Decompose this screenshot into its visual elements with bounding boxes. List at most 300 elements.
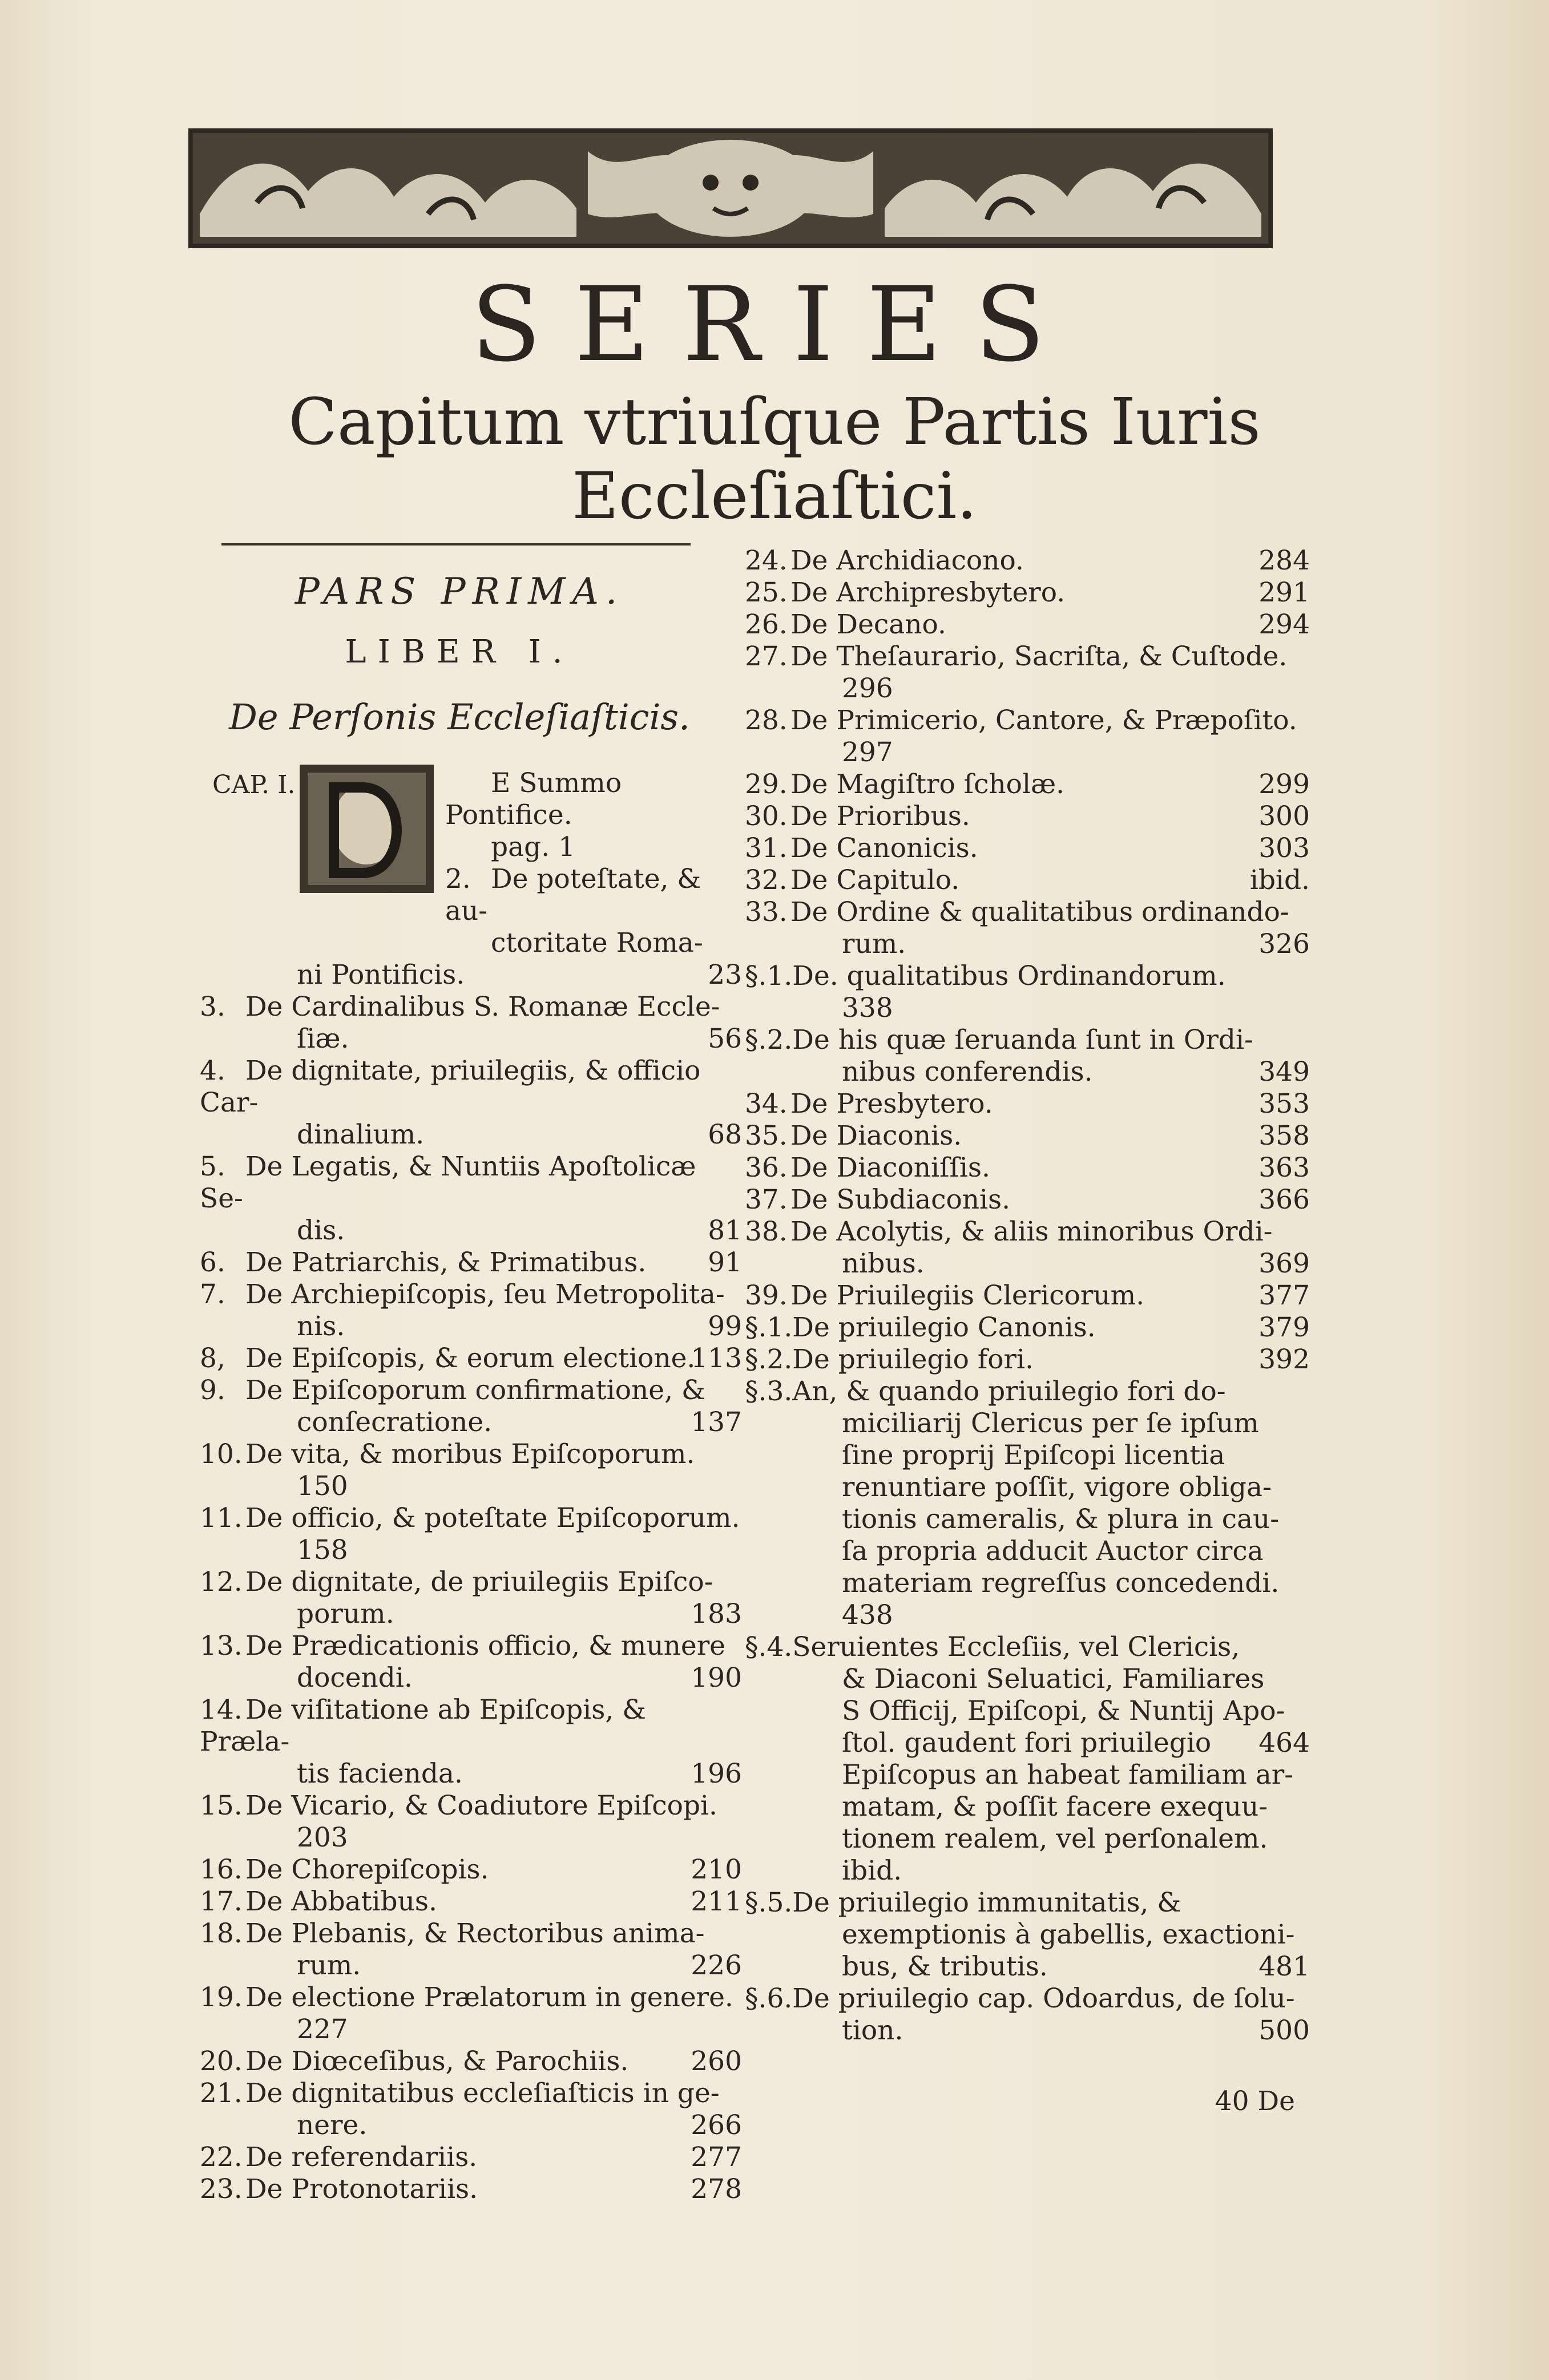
toc-entry-page: 363 bbox=[1258, 1152, 1310, 1183]
toc-entry bbox=[200, 1790, 742, 1822]
toc-entry-text bbox=[200, 1950, 742, 1982]
toc-entry-number: 18. bbox=[200, 1918, 243, 1949]
toc-entry bbox=[745, 1567, 1310, 1599]
toc-entry-title: Seruientes Eccleſiis, vel Clericis, bbox=[792, 1631, 1240, 1663]
toc-entry-page: 358 bbox=[1258, 1120, 1310, 1151]
toc-entry bbox=[745, 1919, 1310, 1951]
left-column bbox=[200, 767, 742, 2205]
toc-entry-title: E Summo Pontifice. bbox=[445, 767, 622, 831]
toc-entry-page: 56 bbox=[708, 1023, 742, 1054]
toc-entry-title: 438 bbox=[842, 1599, 893, 1631]
toc-entry-page: 294 bbox=[1258, 609, 1310, 640]
toc-entry bbox=[745, 1504, 1310, 1536]
toc-entry-title: De Diaconiſſis. bbox=[790, 1152, 990, 1183]
toc-entry-title: docendi. bbox=[297, 1662, 413, 1694]
right-column bbox=[745, 545, 1310, 2047]
toc-entry bbox=[200, 1630, 742, 1662]
toc-entry-title: De Cardinalibus S. Romanæ Eccle- bbox=[245, 991, 720, 1023]
toc-entry bbox=[745, 1408, 1310, 1440]
toc-entry-text bbox=[200, 2110, 742, 2141]
toc-entry-page: 99 bbox=[708, 1311, 742, 1342]
toc-entry-text bbox=[200, 1534, 742, 1566]
toc-entry bbox=[745, 609, 1310, 641]
toc-entry bbox=[745, 1695, 1310, 1727]
toc-entry-text bbox=[745, 928, 1310, 960]
pars-heading: PARS PRIMA. bbox=[295, 571, 624, 613]
toc-entry-text bbox=[745, 1631, 1310, 1663]
toc-entry-text bbox=[745, 2015, 1310, 2047]
toc-entry bbox=[745, 960, 1310, 992]
toc-entry-text bbox=[745, 992, 1310, 1024]
toc-entry bbox=[200, 2014, 742, 2046]
toc-entry bbox=[200, 1151, 742, 1215]
toc-entry-text bbox=[745, 896, 1310, 928]
toc-entry-text bbox=[200, 1822, 742, 1854]
toc-entry-number: 37. bbox=[745, 1184, 788, 1215]
toc-entry-text bbox=[745, 1663, 1310, 1695]
toc-entry-page: 353 bbox=[1258, 1088, 1310, 1120]
toc-entry-title: bus, & tributis. bbox=[842, 1951, 1048, 1982]
toc-entry-title: Epiſcopus an habeat familiam ar- bbox=[842, 1759, 1294, 1791]
toc-entry bbox=[745, 1759, 1310, 1791]
toc-entry bbox=[200, 1662, 742, 1694]
toc-entry-number: 12. bbox=[200, 1566, 243, 1598]
toc-entry bbox=[200, 1982, 742, 2014]
toc-entry-page: 284 bbox=[1258, 545, 1310, 576]
toc-entry-title: 150 bbox=[297, 1470, 348, 1502]
toc-entry-page: 291 bbox=[1258, 577, 1310, 608]
toc-entry-text bbox=[745, 1216, 1310, 1248]
toc-entry-text bbox=[745, 1695, 1310, 1727]
toc-entry bbox=[200, 1886, 742, 1918]
toc-entry-title: 203 bbox=[297, 1822, 348, 1853]
toc-entry-text bbox=[745, 1919, 1310, 1951]
toc-entry-text bbox=[745, 1504, 1310, 1536]
toc-entry-text bbox=[745, 1184, 1310, 1216]
toc-entry-title: 158 bbox=[297, 1534, 348, 1566]
toc-entry-number: §.2. bbox=[745, 1344, 793, 1375]
toc-entry-text bbox=[745, 1056, 1310, 1088]
toc-entry bbox=[745, 833, 1310, 864]
toc-entry bbox=[745, 896, 1310, 928]
toc-entry bbox=[200, 1279, 742, 1311]
toc-entry-number: 28. bbox=[745, 705, 788, 736]
toc-entry-number: 5. bbox=[200, 1151, 225, 1182]
toc-entry-number: 17. bbox=[200, 1886, 243, 1917]
toc-entry-page: 190 bbox=[691, 1662, 742, 1694]
toc-entry-text bbox=[200, 991, 742, 1023]
toc-entry bbox=[200, 1311, 742, 1343]
toc-entry-page: 68 bbox=[708, 1119, 742, 1150]
toc-entry-title: nere. bbox=[297, 2110, 368, 2141]
toc-entry bbox=[200, 1598, 742, 1630]
toc-entry-title: S Officij, Epiſcopi, & Nuntij Apo- bbox=[842, 1695, 1285, 1727]
toc-entry-title: De referendariis. bbox=[245, 2141, 478, 2173]
toc-entry bbox=[745, 1152, 1310, 1184]
toc-entry-title: dis. bbox=[297, 1215, 345, 1246]
toc-entry-page: 196 bbox=[691, 1758, 742, 1789]
toc-entry-text bbox=[745, 1088, 1310, 1120]
toc-entry bbox=[200, 2110, 742, 2141]
toc-entry-text bbox=[745, 1408, 1310, 1440]
subtitle-line-1: Capitum vtriuſque Partis Iuris bbox=[288, 385, 1261, 459]
toc-entry bbox=[745, 1312, 1310, 1344]
toc-entry-title: De priuilegio cap. Odoardus, de ſolu- bbox=[792, 1983, 1295, 2014]
toc-entry-title: De Subdiaconis. bbox=[790, 1184, 1011, 1215]
toc-entry-title: De. qualitatibus Ordinandorum. bbox=[792, 960, 1226, 992]
toc-entry bbox=[745, 1184, 1310, 1216]
toc-entry bbox=[745, 1248, 1310, 1280]
toc-entry-page: 300 bbox=[1258, 801, 1310, 832]
toc-entry bbox=[200, 1438, 742, 1470]
toc-entry-title: & Diaconi Seluatici, Familiares bbox=[842, 1663, 1265, 1695]
toc-entry-page: 113 bbox=[691, 1343, 742, 1374]
subtitle bbox=[0, 385, 1549, 534]
toc-entry-title: De Abbatibus. bbox=[245, 1886, 437, 1917]
toc-entry-title: De Prioribus. bbox=[790, 801, 970, 832]
toc-entry-text bbox=[200, 1311, 742, 1343]
toc-entry-title: De Theſaurario, Sacriſta, & Cuſtode. bbox=[790, 641, 1288, 672]
toc-entry-title: ſtol. gaudent fori priuilegio bbox=[842, 1727, 1212, 1759]
toc-entry-text bbox=[445, 767, 742, 831]
toc-entry-number: 31. bbox=[745, 833, 788, 864]
toc-entry-title: tion. bbox=[842, 2015, 903, 2046]
toc-entry-text bbox=[745, 1983, 1310, 2015]
toc-entry bbox=[200, 1534, 742, 1566]
toc-entry-text bbox=[745, 1791, 1310, 1823]
toc-entry-page: 81 bbox=[708, 1215, 742, 1246]
toc-entry-number: 35. bbox=[745, 1120, 788, 1151]
toc-entry-title: De Canonicis. bbox=[790, 833, 978, 864]
toc-entry-page: 500 bbox=[1258, 2015, 1310, 2046]
toc-entry-number: 34. bbox=[745, 1088, 788, 1120]
toc-entry-text bbox=[200, 1918, 742, 1950]
toc-entry bbox=[200, 2141, 742, 2173]
toc-entry-title: De Priuilegiis Clericorum. bbox=[790, 1280, 1145, 1311]
toc-entry-title: De Presbytero. bbox=[790, 1088, 993, 1120]
toc-entry-title: De Magiſtro ſcholæ. bbox=[790, 769, 1065, 800]
toc-entry-number: 6. bbox=[200, 1247, 225, 1278]
toc-entry bbox=[745, 1951, 1310, 1983]
toc-entry-text bbox=[745, 1344, 1310, 1376]
toc-entry-title: De Archipresbytero. bbox=[790, 577, 1066, 608]
toc-entry-text bbox=[200, 1886, 742, 1918]
toc-entry-page: 278 bbox=[691, 2173, 742, 2205]
toc-entry bbox=[745, 1631, 1310, 1663]
toc-entry bbox=[200, 1407, 742, 1438]
toc-entry bbox=[745, 1599, 1310, 1631]
toc-entry bbox=[745, 1727, 1310, 1759]
toc-entry-page: 277 bbox=[691, 2141, 742, 2173]
toc-entry-text bbox=[745, 705, 1310, 737]
toc-entry-page: 464 bbox=[1258, 1727, 1310, 1759]
toc-entry-title: materiam regreſſus concedendi. bbox=[842, 1567, 1280, 1599]
toc-entry-title: De Prædicationis officio, & munere bbox=[245, 1630, 725, 1662]
toc-entry-number: 13. bbox=[200, 1630, 243, 1662]
toc-entry-text bbox=[200, 1790, 742, 1822]
toc-entry bbox=[745, 673, 1310, 705]
toc-entry-text bbox=[745, 1727, 1310, 1759]
toc-entry-title: nibus conferendis. bbox=[842, 1056, 1093, 1088]
toc-entry bbox=[745, 1823, 1310, 1855]
toc-entry-text bbox=[745, 545, 1310, 577]
divider-rule bbox=[221, 543, 691, 545]
toc-entry-number: 9. bbox=[200, 1375, 225, 1406]
toc-entry-text bbox=[200, 1375, 742, 1407]
toc-entry-text bbox=[745, 801, 1310, 833]
toc-entry-text bbox=[745, 1472, 1310, 1504]
toc-entry-number: 27. bbox=[745, 641, 788, 672]
toc-entry-title: rum. bbox=[297, 1950, 361, 1981]
toc-entry-text bbox=[745, 1376, 1310, 1408]
toc-entry bbox=[745, 641, 1310, 673]
toc-entry bbox=[200, 2046, 742, 2078]
toc-entry-title: De electione Prælatorum in genere. bbox=[245, 1982, 733, 2013]
toc-entry-number: 26. bbox=[745, 609, 788, 640]
toc-entry-text bbox=[200, 1566, 742, 1598]
toc-entry-text bbox=[200, 1694, 742, 1758]
toc-entry-number: §.3. bbox=[745, 1376, 793, 1407]
toc-entry-number: 23. bbox=[200, 2173, 243, 2205]
toc-entry-title: ibid. bbox=[842, 1855, 902, 1886]
toc-entry-title: An, & quando priuilegio fori do- bbox=[792, 1376, 1226, 1407]
liber-heading: LIBER I. bbox=[345, 633, 574, 670]
toc-entry-title: tionis cameralis, & plura in cau- bbox=[842, 1504, 1280, 1535]
toc-entry-number: 32. bbox=[745, 864, 788, 896]
toc-entry-text bbox=[200, 1438, 742, 1470]
toc-entry bbox=[745, 1088, 1310, 1120]
toc-entry bbox=[200, 1566, 742, 1598]
toc-entry-page: 303 bbox=[1258, 833, 1310, 864]
toc-entry-text bbox=[200, 1247, 742, 1279]
toc-entry-text bbox=[200, 2141, 742, 2173]
toc-entry-number: 7. bbox=[200, 1279, 225, 1310]
toc-entry-title: tis facienda. bbox=[297, 1758, 463, 1789]
toc-entry-page: 137 bbox=[691, 1407, 742, 1438]
toc-entry bbox=[745, 1376, 1310, 1408]
toc-entry-title: ctoritate Roma- bbox=[491, 927, 703, 959]
toc-entry-title: De vita, & moribus Epiſcoporum. bbox=[245, 1438, 695, 1470]
toc-entry-title: miciliarij Clericus per ſe ipſum bbox=[842, 1408, 1259, 1439]
toc-entry bbox=[200, 1918, 742, 1950]
toc-entry-title: renuntiare poſſit, vigore obliga- bbox=[842, 1472, 1272, 1503]
toc-entry-title: nis. bbox=[297, 1311, 345, 1342]
toc-entry bbox=[745, 1887, 1310, 1919]
toc-entry-text bbox=[200, 1470, 742, 1502]
toc-entry bbox=[745, 545, 1310, 577]
toc-entry-text bbox=[745, 1120, 1310, 1152]
toc-entry-number: §.4. bbox=[745, 1631, 793, 1663]
toc-entry-text bbox=[445, 927, 742, 959]
toc-entry-title: tionem realem, vel perſonalem. bbox=[842, 1823, 1268, 1854]
toc-entry-number: 30. bbox=[745, 801, 788, 832]
toc-entry-title: De Epiſcoporum confirmatione, & bbox=[245, 1375, 705, 1406]
headpiece-ornament bbox=[188, 128, 1273, 248]
toc-entry-title: De Archiepiſcopis, ſeu Metropolita- bbox=[245, 1279, 725, 1310]
toc-entry-text bbox=[200, 1662, 742, 1694]
toc-entry bbox=[745, 1024, 1310, 1056]
toc-entry-number: 21. bbox=[200, 2078, 243, 2109]
toc-entry-text bbox=[200, 1854, 742, 1886]
toc-entry bbox=[745, 1280, 1310, 1312]
toc-entry-text bbox=[745, 1823, 1310, 1855]
toc-entry-title: De Ordine & qualitatibus ordinando- bbox=[790, 896, 1289, 928]
toc-entry-title: De poteſtate, & au- bbox=[445, 863, 701, 927]
toc-entry-page: 369 bbox=[1258, 1248, 1310, 1279]
toc-entry bbox=[200, 1119, 742, 1151]
toc-entry-page: 226 bbox=[691, 1950, 742, 1981]
subtitle-line-2: Eccleſiaſtici. bbox=[572, 459, 977, 534]
toc-entry-title: De Legatis, & Nuntiis Apoſtolicæ Se- bbox=[200, 1151, 696, 1214]
toc-entry-title: De Diœceſibus, & Parochiis. bbox=[245, 2046, 629, 2077]
toc-entry-number: §.2. bbox=[745, 1024, 793, 1056]
toc-entry-page: 23 bbox=[708, 959, 742, 991]
toc-entry-text bbox=[200, 1055, 742, 1119]
toc-entry-number: 11. bbox=[200, 1502, 243, 1534]
toc-entry bbox=[200, 927, 742, 959]
toc-entry bbox=[745, 705, 1310, 737]
toc-entry-title: De Acolytis, & aliis minoribus Ordi- bbox=[790, 1216, 1273, 1247]
toc-entry-page: 266 bbox=[691, 2110, 742, 2141]
toc-entry-page: 326 bbox=[1258, 928, 1310, 960]
toc-entry bbox=[745, 1663, 1310, 1695]
toc-entry bbox=[200, 1247, 742, 1279]
toc-entry-title: porum. bbox=[297, 1598, 394, 1630]
toc-entry bbox=[200, 1215, 742, 1247]
toc-entry-text bbox=[200, 2173, 742, 2205]
toc-entry bbox=[200, 991, 742, 1023]
toc-entry-text bbox=[745, 960, 1310, 992]
toc-entry-text bbox=[745, 737, 1310, 769]
toc-entry-text bbox=[200, 2078, 742, 2110]
toc-entry-text bbox=[200, 1982, 742, 2014]
toc-entry bbox=[745, 992, 1310, 1024]
toc-entry-text bbox=[445, 831, 742, 863]
toc-entry-title: matam, & poſſit facere exequu- bbox=[842, 1791, 1268, 1823]
toc-entry-page: 299 bbox=[1258, 769, 1310, 800]
toc-entry bbox=[745, 2015, 1310, 2047]
toc-entry-title: De Protonotariis. bbox=[245, 2173, 478, 2205]
toc-entry bbox=[200, 1375, 742, 1407]
toc-entry-text bbox=[745, 1759, 1310, 1791]
toc-entry-text bbox=[745, 577, 1310, 609]
toc-entry-text bbox=[745, 1951, 1310, 1983]
toc-entry-text bbox=[200, 2014, 742, 2046]
toc-entry-page: 91 bbox=[708, 1247, 742, 1278]
toc-entry bbox=[200, 767, 742, 831]
toc-entry-number: 15. bbox=[200, 1790, 243, 1821]
toc-entry-title: De Vicario, & Coadiutore Epiſcopi. bbox=[245, 1790, 717, 1821]
toc-entry-text bbox=[745, 1440, 1310, 1472]
toc-entry-page: 349 bbox=[1258, 1056, 1310, 1088]
toc-entry-title: ſiæ. bbox=[297, 1023, 349, 1054]
right-entries bbox=[745, 545, 1310, 2047]
toc-entry-text bbox=[200, 1151, 742, 1215]
toc-entry bbox=[200, 1502, 742, 1534]
toc-entry-number: 29. bbox=[745, 769, 788, 800]
toc-entry-title: 296 bbox=[842, 673, 893, 704]
toc-entry-page: 210 bbox=[691, 1854, 742, 1885]
toc-entry-title: 297 bbox=[842, 737, 893, 768]
toc-entry-title: De Patriarchis, & Primatibus. bbox=[245, 1247, 647, 1278]
toc-entry-title: De Decano. bbox=[790, 609, 946, 640]
toc-entry-title: nibus. bbox=[842, 1248, 925, 1279]
toc-entry bbox=[200, 2173, 742, 2205]
toc-entry bbox=[745, 1472, 1310, 1504]
toc-entry bbox=[200, 1023, 742, 1055]
toc-entry-text bbox=[745, 1152, 1310, 1184]
toc-entry-text bbox=[745, 1599, 1310, 1631]
toc-entry-text bbox=[745, 673, 1310, 705]
toc-entry-page: 183 bbox=[691, 1598, 742, 1630]
toc-entry-text bbox=[200, 1023, 742, 1055]
toc-entry bbox=[200, 831, 742, 863]
toc-entry-number: 39. bbox=[745, 1280, 788, 1311]
toc-entry bbox=[200, 1950, 742, 1982]
toc-entry bbox=[745, 1855, 1310, 1887]
toc-entry-title: De viſitatione ab Epiſcopis, & Præla- bbox=[200, 1694, 647, 1757]
toc-entry-text bbox=[745, 1887, 1310, 1919]
toc-entry-number: §.6. bbox=[745, 1983, 793, 2014]
toc-entry-title: De dignitatibus eccleſiaſticis in ge- bbox=[245, 2078, 720, 2109]
toc-entry bbox=[745, 1344, 1310, 1376]
toc-entry-title: 227 bbox=[297, 2014, 348, 2045]
toc-entry-number: §.1. bbox=[745, 1312, 793, 1343]
toc-entry-text bbox=[745, 833, 1310, 864]
toc-entry-page: 366 bbox=[1258, 1184, 1310, 1215]
toc-entry bbox=[745, 1120, 1310, 1152]
left-entries bbox=[200, 767, 742, 2205]
toc-entry-text bbox=[200, 1215, 742, 1247]
toc-entry bbox=[200, 1055, 742, 1119]
toc-entry-title: rum. bbox=[842, 928, 906, 960]
toc-entry-number: 2. bbox=[445, 863, 471, 895]
toc-entry bbox=[200, 1822, 742, 1854]
toc-entry-title: pag. 1 bbox=[491, 831, 575, 863]
toc-entry-title: conſecratione. bbox=[297, 1407, 493, 1438]
toc-entry-number: §.5. bbox=[745, 1887, 793, 1918]
toc-entry-number: 36. bbox=[745, 1152, 788, 1183]
toc-entry bbox=[200, 863, 742, 927]
toc-entry-title: De priuilegio fori. bbox=[792, 1344, 1034, 1375]
toc-entry-number: 14. bbox=[200, 1694, 243, 1726]
toc-entry-number: 33. bbox=[745, 896, 788, 928]
toc-entry bbox=[745, 928, 1310, 960]
toc-entry-number: 10. bbox=[200, 1438, 243, 1470]
toc-entry-title: De Diaconis. bbox=[790, 1120, 962, 1151]
de-personis-heading: De Perſonis Eccleſiaſticis. bbox=[229, 696, 690, 738]
toc-entry-number: 24. bbox=[745, 545, 788, 576]
toc-entry-title: De his quæ ſeruanda ſunt in Ordi- bbox=[792, 1024, 1253, 1056]
toc-entry-text bbox=[445, 863, 742, 927]
toc-entry-text bbox=[745, 609, 1310, 641]
toc-entry-title: De priuilegio Canonis. bbox=[792, 1312, 1096, 1343]
toc-entry-page: 260 bbox=[691, 2046, 742, 2077]
toc-entry bbox=[745, 737, 1310, 769]
toc-entry bbox=[200, 1694, 742, 1758]
toc-entry-title: De Primicerio, Cantore, & Præpoſito. bbox=[790, 705, 1297, 736]
toc-entry bbox=[200, 1854, 742, 1886]
toc-entry-title: De officio, & poteſtate Epiſcoporum. bbox=[245, 1502, 740, 1534]
toc-entry-text bbox=[745, 1567, 1310, 1599]
toc-entry-number: 3. bbox=[200, 991, 225, 1023]
toc-entry bbox=[745, 769, 1310, 801]
toc-entry bbox=[745, 1983, 1310, 2015]
toc-entry-number: §.1. bbox=[745, 960, 793, 992]
toc-entry-number: 38. bbox=[745, 1216, 788, 1247]
toc-entry-title: De dignitate, de priuilegiis Epiſco- bbox=[245, 1566, 713, 1598]
toc-entry bbox=[200, 1343, 742, 1375]
